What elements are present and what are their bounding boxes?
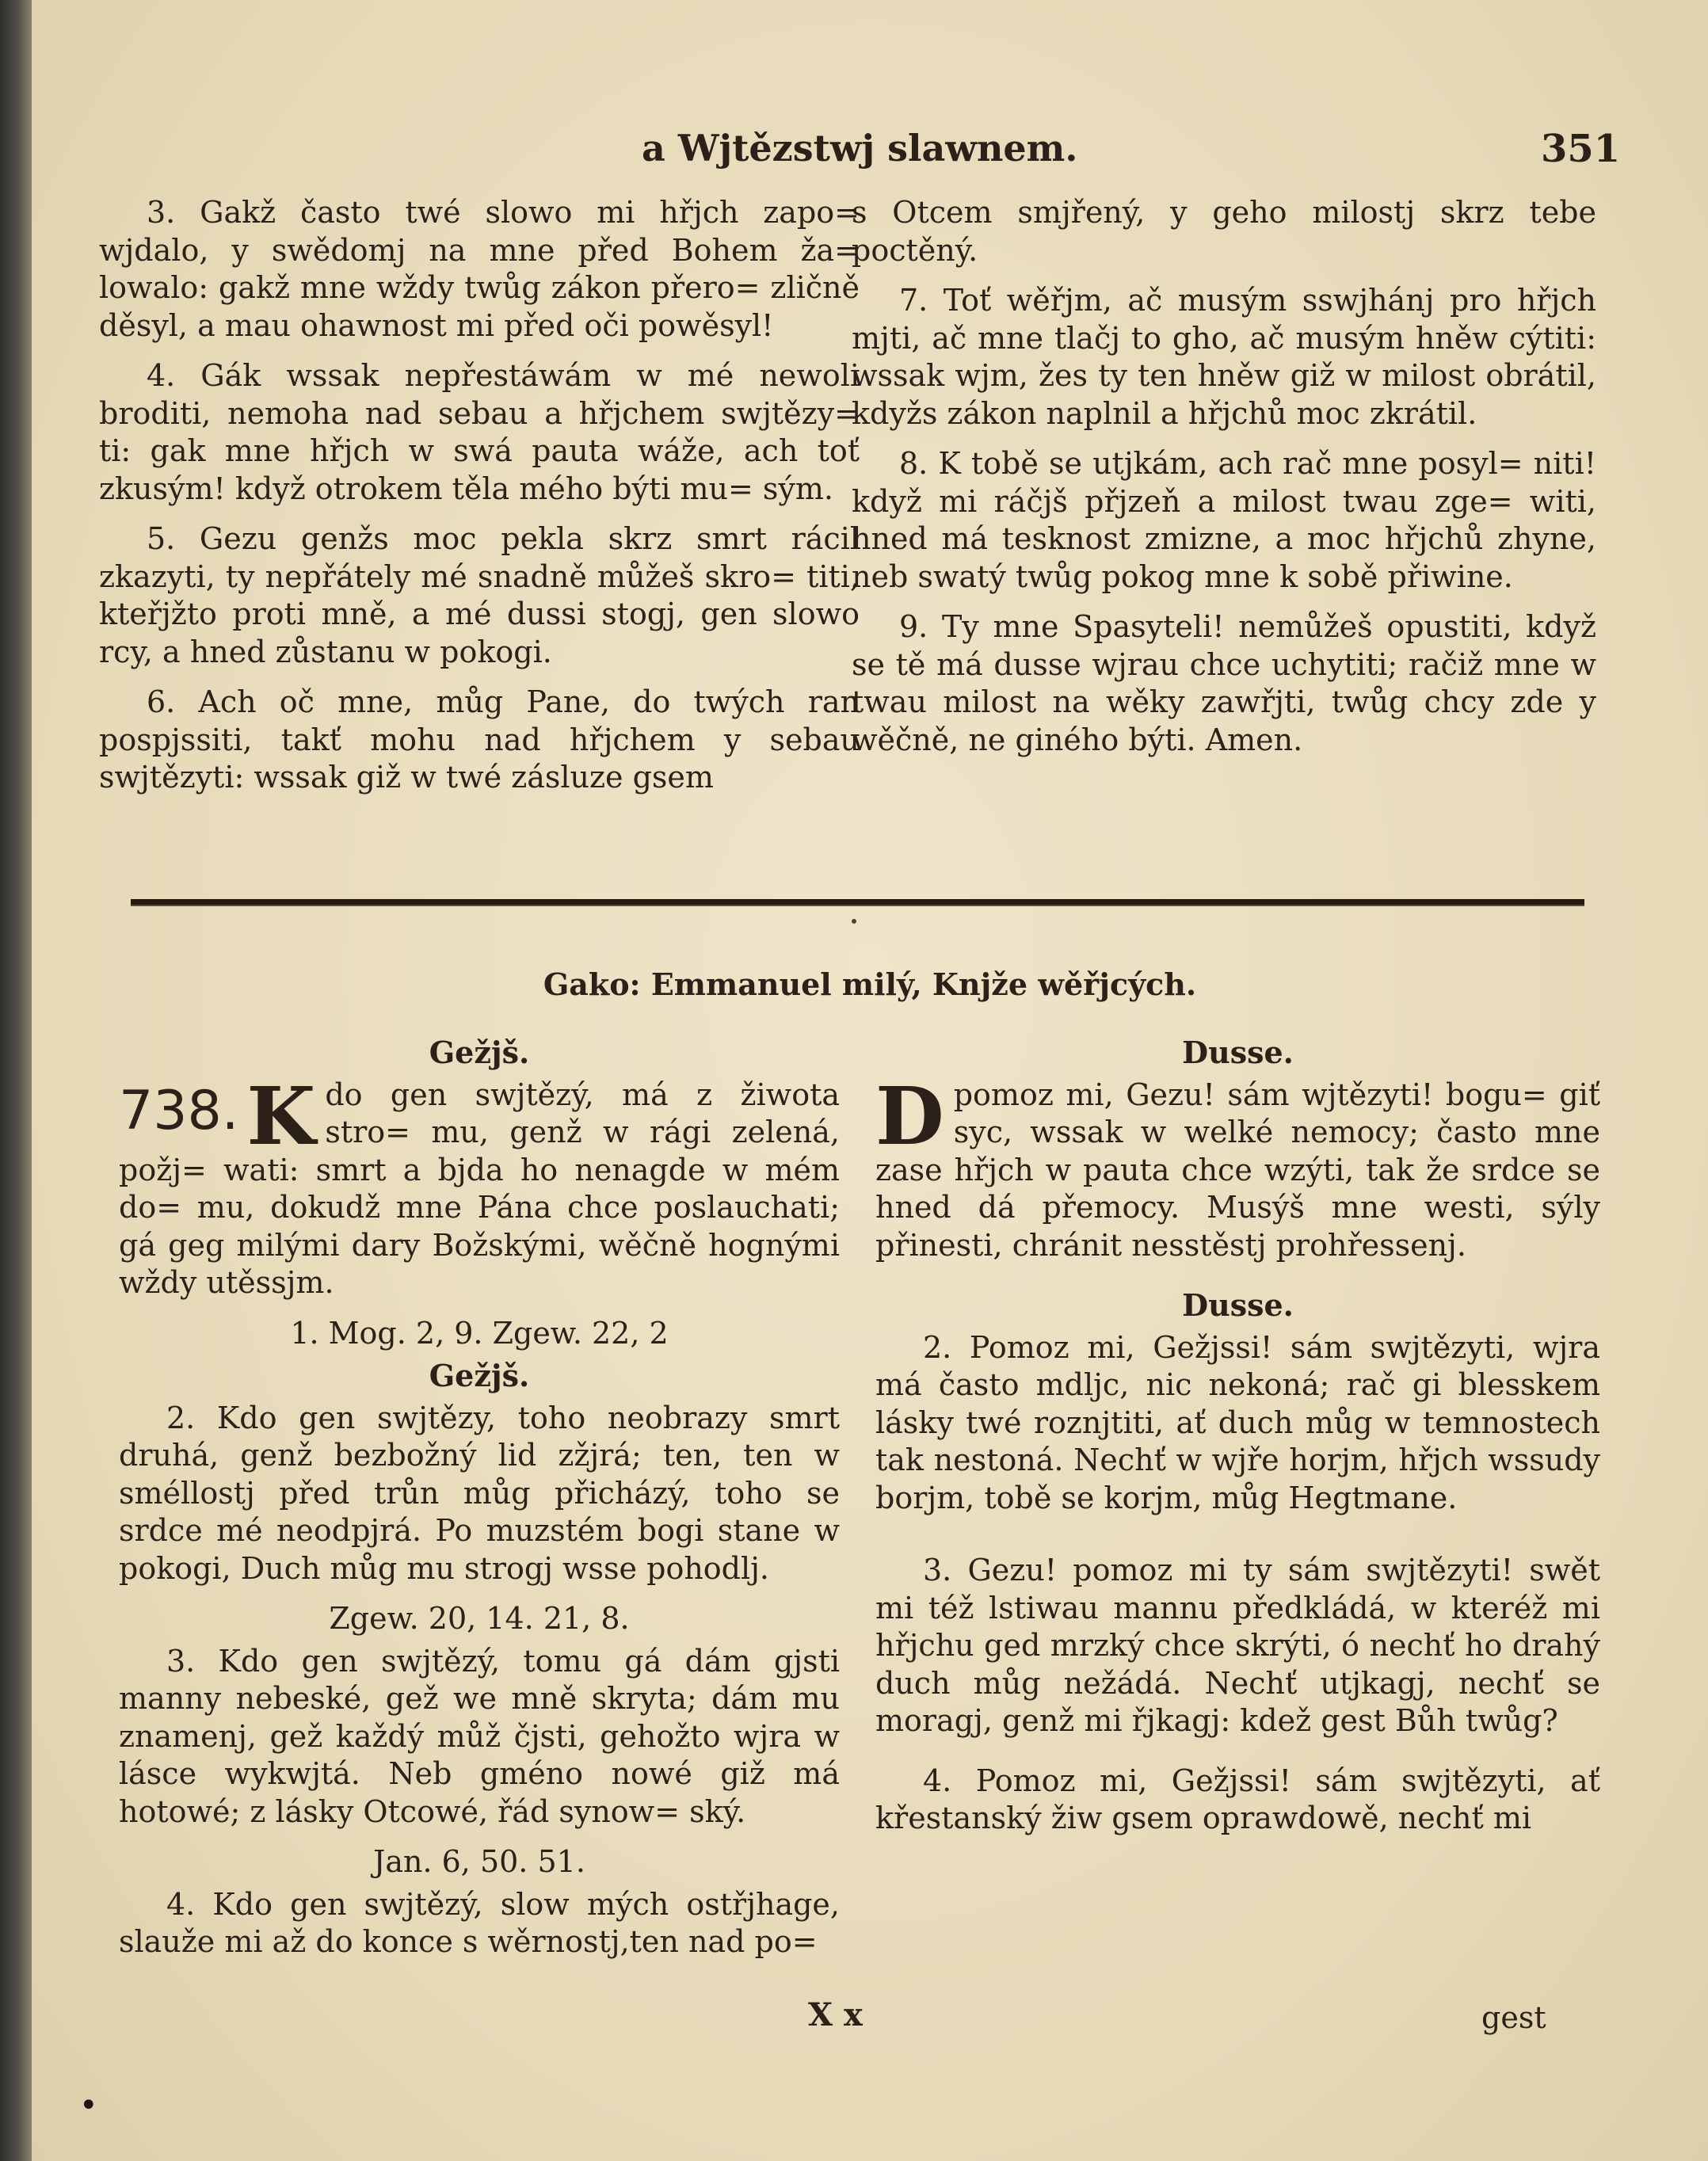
stanza-6-continued: s Otcem smjřený, y geho milostj skrz tebe poctěný. [852,195,1596,268]
book-gutter [0,0,32,2161]
stanza-4: 4. Gák wssak nepřestáwám w mé newoli broditi, nemoha nad sebau a hřjchem swjtězy= ti: gak mne hřjch w swá pauta wáže, ach toť zkusým! když otrokem těla mého býti mu= sým. [99,358,860,506]
catchword: gest [1481,2000,1546,2035]
bottom-right-column [875,1034,1600,1850]
soul-stanza-1 [875,1069,1600,1265]
section-divider [131,899,1584,906]
scripture-reference: Zgew. 20, 14. 21, 8. [329,1601,630,1636]
ink-speck [852,919,856,924]
soul-stanza-2: 2. Pomoz mi, Gežjssi! sám swjtězyti, wjra má často mdljc, nic nekoná; rač gi blesskem lásky twé roznjtiti, ať duch můg w temnostech tak nestoná. Nechť w wjře horjm, hřjch wssudy borjm, tobě se korjm, můg Hegtmane. [875,1329,1600,1515]
soul-stanza-3: 3. Gezu! pomoz mi ty sám swjtězyti! swět mi též lstiwau mannu předkládá, w kteréž mi hřjchu ged mrzký chce skrýti, ó nechť ho drahý duch můg nežádá. Nechť utjkagj, nechť se moragj, genž mi řjkagj: kdež gest Bůh twůg? [875,1553,1600,1738]
drop-cap: D [875,1069,944,1163]
stanza-3: 3. Gakž často twé slowo mi hřjch zapo= wjdalo, y swědomj na mne před Bohem ža= lowalo: gakž mne wždy twůg zákon přero= zličně děsyl, a mau ohawnost mi před oči powěsyl! [99,195,860,343]
speaker-label-jesus: Gežjš. [429,1358,530,1393]
stanza-6: 6. Ach oč mne, můg Pane, do twých ran pospjssiti, takť mohu nad hřjchem y sebau swjtězyti: wssak giž w twé zásluze gsem [99,684,860,795]
speaker-label-soul: Dusse. [1182,1035,1294,1070]
speaker-label-soul: Dusse. [1182,1287,1294,1323]
scripture-reference: 1. Mog. 2, 9. Zgew. 22, 2 [290,1315,669,1351]
top-right-column [852,194,1596,772]
running-title: a Wjtězstwj slawnem. [642,127,1078,170]
top-left-column [99,194,860,810]
hymn-738-stanza-4: 4. Kdo gen swjtězý, slow mých ostřjhage, slauže mi až do konce s wěrnostj,ten nad po= [119,1886,840,1959]
bullet-dot: • [79,2087,98,2124]
book-page [32,0,1708,2161]
stanza-5: 5. Gezu genžs moc pekla skrz smrt rácil zkazyti, ty nepřátely mé snadně můžeš skro= titi, kteřjžto proti mně, a mé dussi stogj, gen slowo rcy, a hned zůstanu w pokogi. [99,521,860,669]
spine-marks [79,2087,114,2124]
hymn-738-stanza-3: 3. Kdo gen swjtězý, tomu gá dám gjsti manny nebeské, gež we mně skryta; dám mu znamenj, gež každý můž čjsti, gehožto wjra w lásce wykwjtá. Neb gméno nowé giž má hotowé; z lásky Otcowé, řád synow= ský. [119,1643,840,1829]
stanza-text: do gen swjtězý, má z žiwota stro= mu, genž w rági zelená, požj= wati: smrt a bjda ho nenagde w mém do= mu, dokudž mne Pána chce poslauchati; gá geg milými dary Božskými, wěčně hognými wždy utěssjm. [119,1077,840,1300]
bottom-left-column [119,1034,840,1974]
stanza-7: 7. Toť wěřjm, ač musým sswjhánj pro hřjch mjti, ač mne tlačj to gho, ač musým hněw cýtiti: wssak wjm, žes ty ten hněw giž w milost obrátil, kdyžs zákon naplnil a hřjchů moc zkrátil. [852,283,1596,431]
hymn-738-stanza-1 [119,1069,840,1302]
scripture-reference: Jan. 6, 50. 51. [373,1844,585,1879]
signature-mark: X x [808,1996,863,2033]
soul-stanza-4: 4. Pomoz mi, Gežjssi! sám swjtězyti, ať křestanský žiw gsem oprawdowě, nechť mi [875,1763,1600,1835]
hymn-738-stanza-2: 2. Kdo gen swjtězy, toho neobrazy smrt druhá, genž bezbožný lid zžjrá; ten, ten w sméllostj před trůn můg přicházý, toho se srdce mé neodpjrá. Po muzstém bogi stane w pokogi, Duch můg mu strogj wsse pohodlj. [119,1400,840,1586]
melody-heading: Gako: Emmanuel milý, Knjže wěřjcých. [543,966,1197,1002]
stanza-9: 9. Ty mne Spasyteli! nemůžeš opustiti, když se tě má dusse wjrau chce uchytiti; račiž mne w twau milost na wěky zawřjti, twůg chcy zde y wěčně, ne giného býti. Amen. [852,609,1596,757]
hymn-number: 738. [119,1079,239,1142]
speaker-label-jesus: Gežjš. [429,1035,530,1070]
page-number: 351 [1541,127,1621,171]
stanza-8: 8. K tobě se utjkám, ach rač mne posyl= niti! když mi ráčjš přjzeň a milost twau zge= witi, hned má tesknost zmizne, a moc hřjchů zhyne, neb swatý twůg pokog mne k sobě přiwine. [852,446,1596,594]
running-header [32,127,1708,182]
drop-cap: K [246,1069,316,1163]
stanza-text: pomoz mi, Gezu! sám wjtězyti! bogu= giť syc, wssak w welké nemocy; často mne zase hřjch w pauta chce wzýti, tak že srdce se hned dá přemocy. Musýš mne westi, sýly přinesti, chránit nesstěstj prohřessenj. [875,1077,1600,1263]
